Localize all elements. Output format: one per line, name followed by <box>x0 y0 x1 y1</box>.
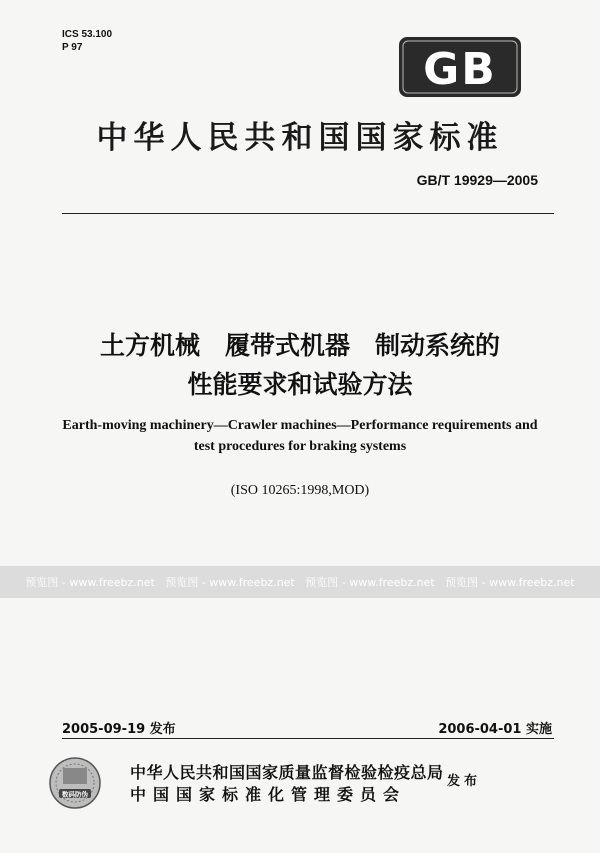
issue-label: 发布 <box>447 774 482 789</box>
issuer-sac: 中国国家标准化管理委员会 <box>130 785 407 804</box>
release-date: 2005-09-19 发布 <box>62 722 176 737</box>
footer-divider <box>62 738 554 739</box>
implementation-date: 2006-04-01 实施 <box>438 722 552 737</box>
watermark-band <box>0 566 600 598</box>
watermark-text: 预览图 - www.freebz.net 预览图 - www.freebz.net 预览图 - www.freebz.net 预览图 - www.freebz.net <box>25 576 575 589</box>
iso-reference: (ISO 10265:1998,MOD) <box>230 483 370 498</box>
svg-text:数码防伪: 数码防伪 <box>62 790 88 799</box>
svg-text:GB: GB <box>423 44 497 95</box>
title-cn-line1: 土方机械 履带式机器 制动系统的 <box>99 331 500 360</box>
standard-title: 中华人民共和国国家标准 <box>96 120 504 156</box>
issuer-aqsiq: 中华人民共和国国家质量监督检验检疫总局 <box>130 763 444 782</box>
title-en-line2: test procedures for braking systems <box>193 439 407 454</box>
anti-counterfeit-seal <box>48 756 102 810</box>
gb-logo <box>398 36 522 98</box>
ccs-code: P 97 <box>62 42 83 53</box>
standard-number: GB/T 19929—2005 <box>416 172 538 188</box>
title-cn-line2: 性能要求和试验方法 <box>187 370 413 399</box>
classification-codes <box>62 28 112 54</box>
title-en-line1: Earth-moving machinery—Crawler machines—Performance requirements and <box>62 418 538 433</box>
header-divider <box>62 213 554 214</box>
ics-code: ICS 53.100 <box>62 29 113 40</box>
